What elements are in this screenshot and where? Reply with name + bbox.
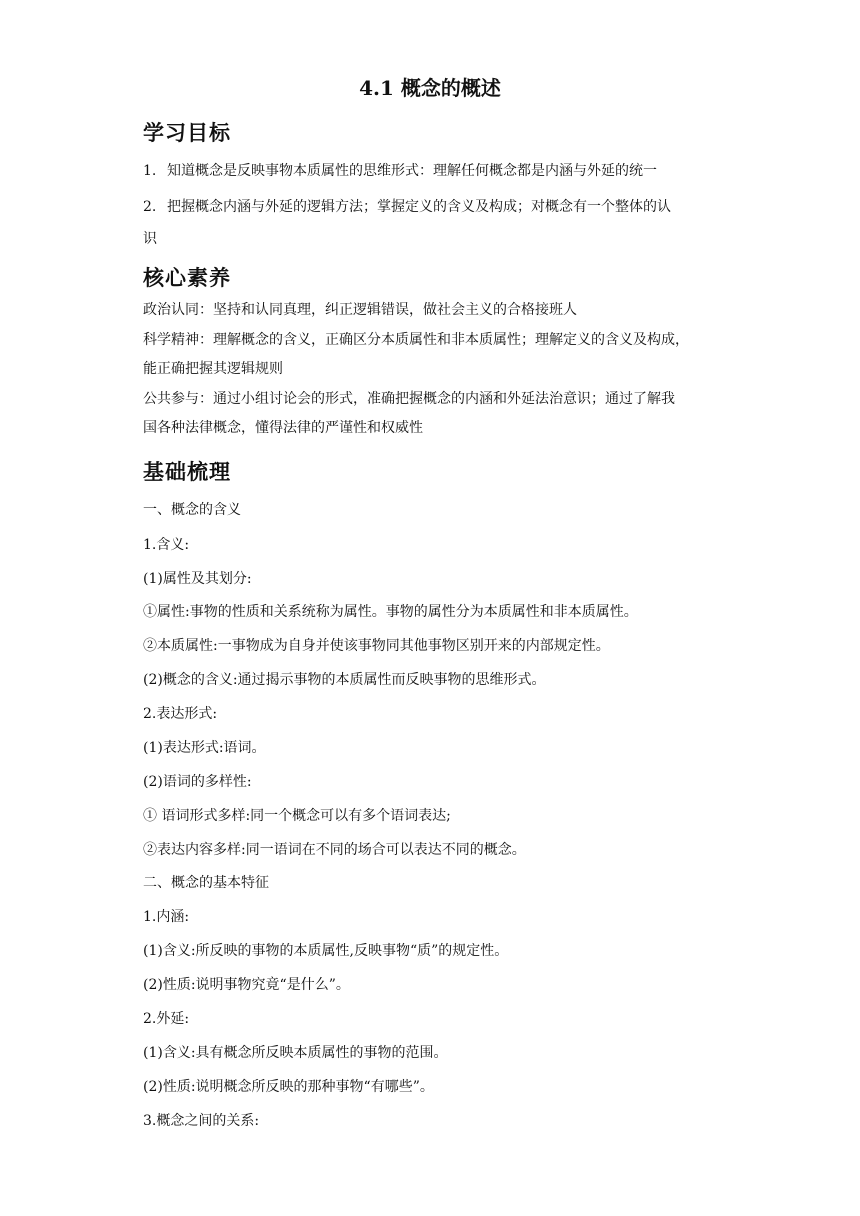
basics-line: (2)性质:说明事物究竟“是什么”。 <box>143 977 350 993</box>
basics-line: ① 语词形式多样:同一个概念可以有多个语词表达; <box>143 808 451 824</box>
heading-learning-goals: 学习目标 <box>143 121 231 145</box>
page-title: 4.1 概念的概述 <box>359 76 501 100</box>
literacy-line: 国各种法律概念，懂得法律的严谨性和权威性 <box>143 420 423 436</box>
basics-line: ②本质属性:一事物成为自身并使该事物同其他事物区别开来的内部规定性。 <box>143 638 610 654</box>
basics-line: 1.含义: <box>143 537 190 553</box>
goal-item-1 <box>143 161 721 181</box>
goal-item-2-number: 2. <box>143 199 157 215</box>
basics-line: 1.内涵: <box>143 909 190 925</box>
basics-line: ②表达内容多样:同一语词在不同的场合可以表达不同的概念。 <box>143 842 526 858</box>
literacy-line: 科学精神：理解概念的含义，正确区分本质属性和非本质属性；理解定义的含义及构成， <box>143 332 689 348</box>
goal-item-2-text: 把握概念内涵与外延的逻辑方法；掌握定义的含义及构成；对概念有一个整体的认 <box>167 199 671 215</box>
basics-line: ①属性:事物的性质和关系统称为属性。事物的属性分为本质属性和非本质属性。 <box>143 604 638 620</box>
goal-item-2-continued: 识 <box>143 231 157 247</box>
literacy-line: 公共参与：通过小组讨论会的形式，准确把握概念的内涵和外延法治意识；通过了解我 <box>143 391 675 407</box>
literacy-line: 政治认同：坚持和认同真理，纠正逻辑错误，做社会主义的合格接班人 <box>143 302 577 318</box>
basics-line: (2)语词的多样性: <box>143 774 252 790</box>
basics-line: 2.外延: <box>143 1011 190 1027</box>
basics-line: 3.概念之间的关系: <box>143 1113 260 1129</box>
goal-item-2 <box>143 197 721 217</box>
goal-item-1-number: 1. <box>143 163 157 179</box>
basics-line: (1)含义:所反映的事物的本质属性,反映事物“质”的规定性。 <box>143 943 509 959</box>
literacy-line: 能正确把握其逻辑规则 <box>143 361 283 377</box>
heading-core-literacy: 核心素养 <box>143 266 231 290</box>
basics-line: (2)性质:说明概念所反映的那种事物“有哪些”。 <box>143 1079 434 1095</box>
basics-line: (2)概念的含义:通过揭示事物的本质属性而反映事物的思维形式。 <box>143 672 546 688</box>
basics-line: (1)含义:具有概念所反映本质属性的事物的范围。 <box>143 1045 448 1061</box>
basics-line: (1)属性及其划分: <box>143 571 252 587</box>
goal-item-1-text: 知道概念是反映事物本质属性的思维形式：理解任何概念都是内涵与外延的统一 <box>167 163 657 179</box>
basics-line: 二、概念的基本特征 <box>143 875 269 891</box>
basics-line: 一、概念的含义 <box>143 502 241 518</box>
basics-line: (1)表达形式:语词。 <box>143 740 266 756</box>
heading-basics: 基础梳理 <box>143 460 231 484</box>
basics-line: 2.表达形式: <box>143 706 218 722</box>
